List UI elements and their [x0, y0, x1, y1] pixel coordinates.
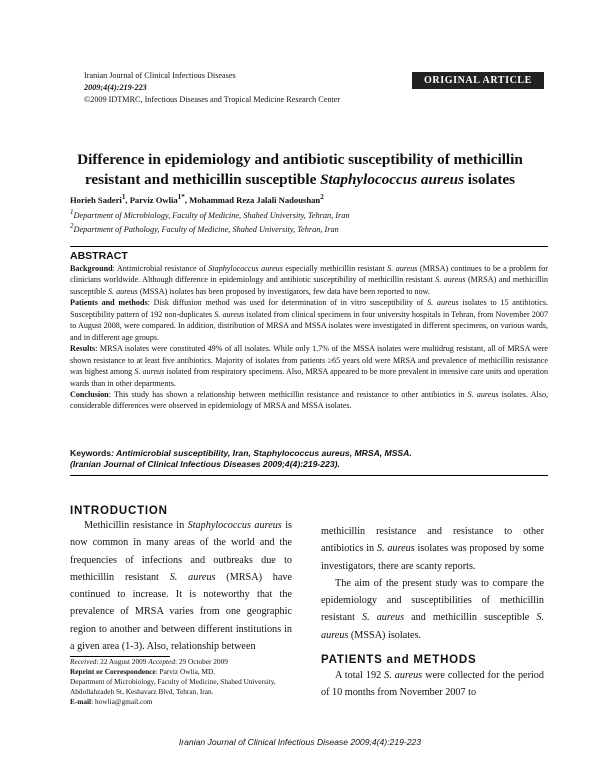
affiliation-1: $^1$Department of Microbiology, Faculty of Medicine, Shahed University, Tehran, Iran — [70, 209, 350, 220]
abstract-heading: ABSTRACT — [70, 250, 128, 262]
methods-heading: PATIENTS and METHODS — [321, 654, 477, 666]
right-column-text: methicillin resistance and resistance to other antibiotics in S. aureus isolates was proposed by some investigators, there are scanty reports. The aim of the present study was to compare the epidemiology and susceptibilities of methicillin resistant S. aureus and methicillin susceptible S. aureus (MSSA) isolates. — [321, 526, 545, 641]
paper-title: Difference in epidemiology and antibiotic susceptibility of methicillin resistant and methicillin susceptible Staphylococcus aureus isolates — [77, 151, 523, 188]
journal-name: Iranian Journal of Clinical Infectious Diseases — [84, 71, 236, 80]
keywords-text: : Antimicrobial susceptibility, Iran, Staphylococcus aureus, MRSA, MSSA. — [111, 448, 412, 458]
author-name: Mohammad Reza Jalali Nadoushan — [189, 194, 321, 205]
abstract-body — [70, 263, 548, 412]
author-name: Parviz Owlia — [129, 194, 178, 205]
abstract-bottom-rule — [70, 475, 548, 476]
keywords-block — [70, 448, 548, 470]
journal-header — [84, 70, 340, 106]
author-name: Horieh Saderi — [70, 194, 122, 205]
affiliation-2: $^2$Department of Pathology, Faculty of Medicine, Shahed University, Tehran, Iran — [70, 223, 339, 234]
introduction-text: Methicillin resistance in Staphylococcus aureus is now common in many areas of the world and the frequencies of infections and outbreaks due to methicillin resistant S. aureus (MRSA) have continued to increase. It is noteworthy that the prevalence of MRSA varies from one geographic region to another and between different institutions in a given area (1-3). Also, relationship between — [70, 520, 292, 653]
abstract-conclusion: Conclusion: This study has shown a relationship between methicillin resistance and resistance to other antibiotics in S. aureus isolates. Also, considerable differences were observed in epidemiology of MRSA and MSSA isolates. — [70, 389, 549, 411]
abstract-methods: Patients and methods: Disk diffusion method was used for determination of in vitro susceptibility of S. aureus isolates to 15 antibiotics. Susceptibility pattern of 192 non-duplicates S. aureus isolated from clinical specimens in four university hospitals in Tehran, from November 2007 to August 2008, were compared. In addition, distribution of MRSA and MSSA isolates were investigated in different specimens, on various wards, and in different age groups. — [70, 298, 548, 342]
methods-text: A total 192 S. aureus were collected for the period of 10 months from November 2007 to — [321, 670, 544, 699]
journal-citation: 2009;4(4):219-223 — [84, 83, 147, 92]
keywords-citation: (Iranian Journal of Clinical Infectious Diseases 2009;4(4):219-223). — [70, 459, 340, 469]
keywords-label: Keywords — [70, 448, 112, 458]
abstract-results: Results: MRSA isolates were constituted 49% of all isolates. While only 1.7% of the MSSA isolates were multidrug resistant, all of MRSA were shown resistance to at least five antibiotics. Majority of isolates from patients ≥65 years old were MRSA and prevalence of methicillin resistance was highest among S. aureus isolated from respiratory specimens. Also, MRSA appeared to be more prevalent in intensive care units and operation wards than in other departments. — [70, 344, 549, 388]
article-type-badge: ORIGINAL ARTICLE — [412, 72, 544, 89]
page-footer: Iranian Journal of Clinical Infectious Disease 2009;4(4):219-223 — [178, 737, 422, 747]
title-line-1: Difference in epidemiology and antibiotic susceptibility of methicillin — [77, 151, 523, 168]
copyright-line: ©2009 IDTMRC, Infectious Diseases and Tropical Medicine Research Center — [84, 95, 341, 104]
footnote: Received: 22 August 2009 Accepted: 29 October 2009 Reprint or Correspondence: Parviz Owlia, MD. Department of Microbiology, Faculty of Medicine, Shahed University, Abdollahzadeh St, Keshavarz Blvd, Tehran, Iran. E-mail: howlia@gmail.com — [70, 657, 276, 706]
abstract-background: Background: Antimicrobial resistance of Staphylococcus aureus especially methicillin resistant S. aureus (MRSA) continues to be a problem for clinicians worldwide. Although difference in epidemiology and antibiotic susceptibility of methicillin resistant S. aureus (MRSA) and methicillin susceptible S. aureus (MSSA) isolates has been proposed by investigators, few data have been reported to now. — [70, 264, 549, 296]
email-link[interactable]: : howlia@gmail.com — [91, 697, 153, 706]
abstract-top-rule — [70, 246, 548, 247]
introduction-heading: INTRODUCTION — [70, 505, 168, 517]
author-list: Horieh Saderi$^1$, Parviz Owlia$^{1*}$, Mohammad Reza Jalali Nadoushan$^2$ — [70, 193, 324, 205]
